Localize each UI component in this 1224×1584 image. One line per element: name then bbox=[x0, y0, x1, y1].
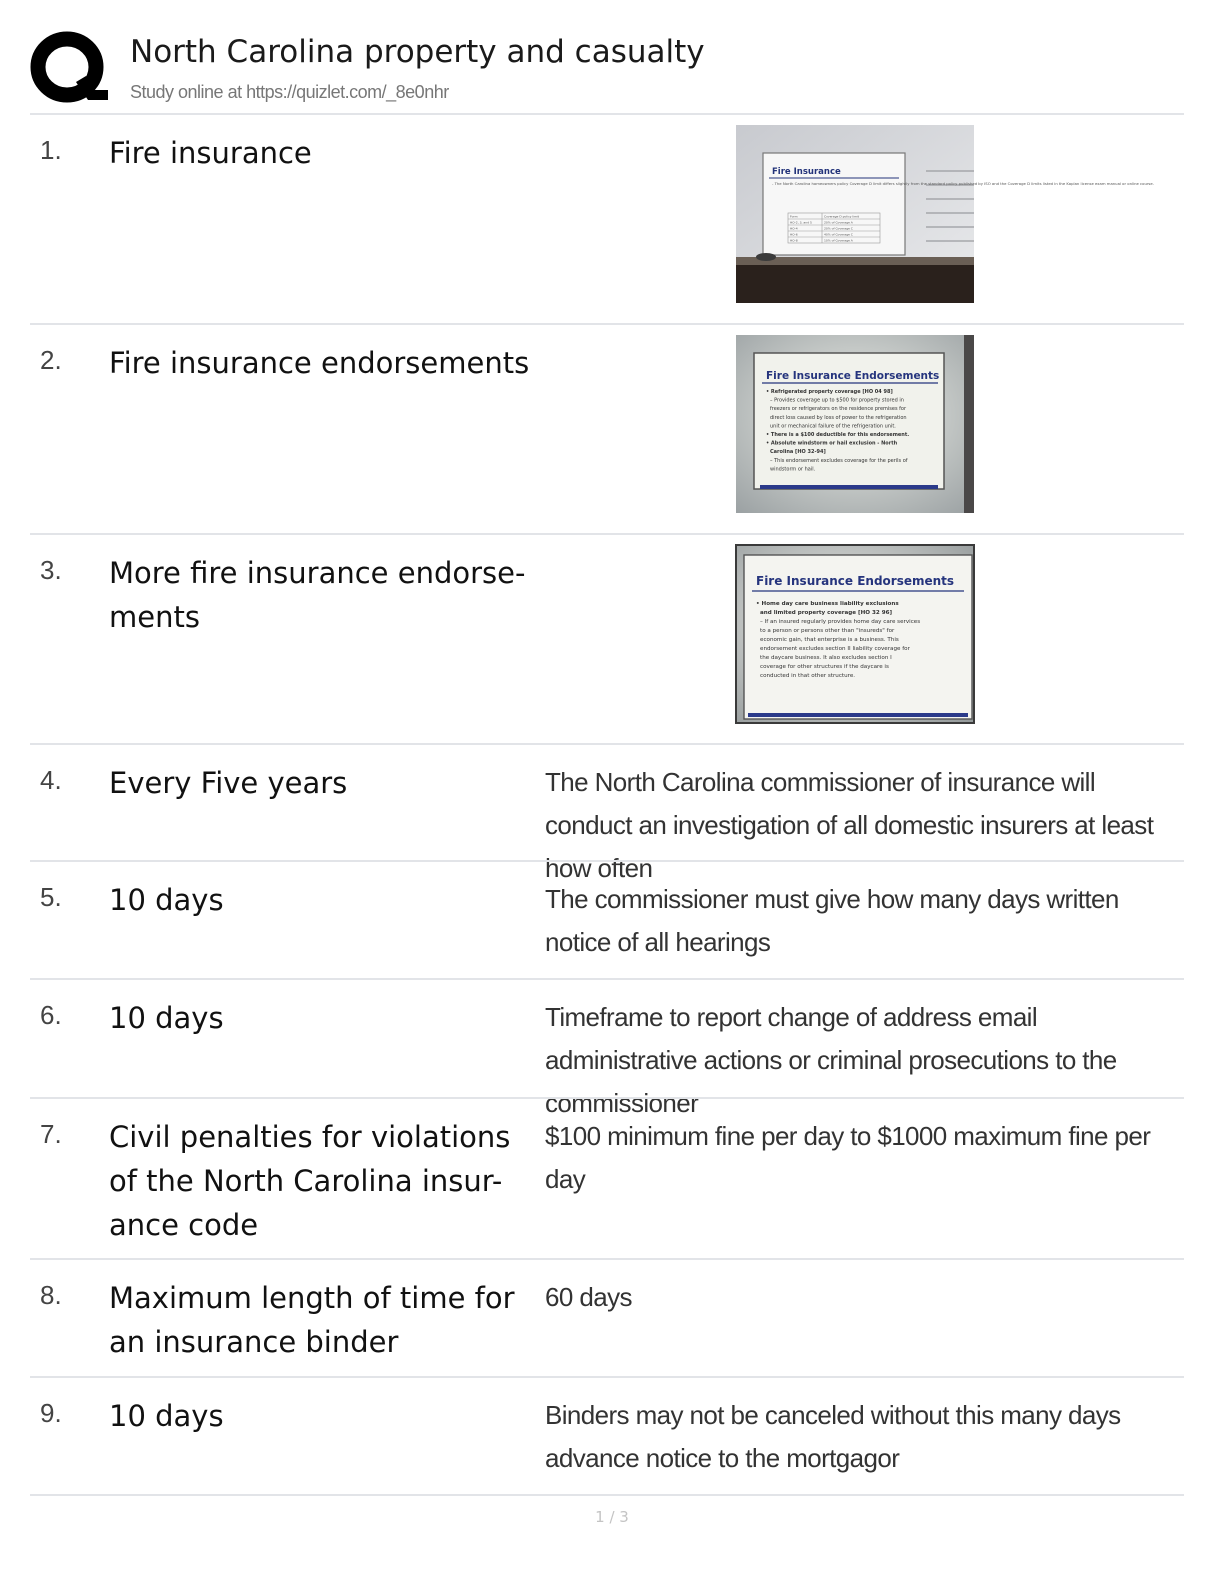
slide-text-line: • Home day care business liability exclusions bbox=[756, 601, 899, 607]
card-definition: The commissioner must give how many days written notice of all hearings bbox=[545, 884, 1119, 957]
slide-text-line: direct loss caused by loss of power to the refrigeration bbox=[770, 414, 907, 421]
slide-table-cell: HO-8 bbox=[790, 238, 798, 243]
slide-photo bbox=[736, 125, 1154, 303]
slide-table-cell: 10% of Coverage A bbox=[824, 238, 853, 243]
card-definition: The North Carolina commissioner of insurance will conduct an investigation of all domestic insurers at least how often bbox=[545, 767, 1154, 883]
card-number: 6. bbox=[40, 1000, 62, 1030]
card-term: Fire insurance endorsements bbox=[109, 346, 530, 380]
slide-text-line: • Refrigerated property coverage [HO 04 98] bbox=[766, 389, 893, 395]
slide-table-cell: 40% of Coverage C bbox=[824, 232, 853, 237]
card-number: 4. bbox=[40, 765, 62, 795]
slide-table-cell: HO-4 bbox=[790, 226, 798, 231]
slide-text-line: – If an insured regularly provides home day care services bbox=[760, 619, 921, 625]
slide-text-line: Carolina [HO 32-94] bbox=[770, 449, 826, 456]
card-term: 10 days bbox=[109, 1399, 224, 1433]
slide-photo bbox=[736, 545, 974, 723]
slide-title: Fire Insurance Endorsements bbox=[756, 574, 955, 588]
slide-text-line: economic gain, that enterprise is a business. This bbox=[760, 637, 899, 643]
flashcard-row bbox=[30, 323, 1184, 533]
card-number: 7. bbox=[40, 1119, 62, 1149]
card-number: 9. bbox=[40, 1398, 62, 1428]
slide-text-line: • There is a $100 deductible for this endorsement. bbox=[766, 432, 910, 438]
card-number: 3. bbox=[40, 555, 62, 585]
slide-text-line: the daycare business. It also excludes section I bbox=[760, 655, 892, 661]
slide-text-line: freezers or refrigerators on the residence premises for bbox=[770, 406, 907, 413]
flashcard-row bbox=[30, 533, 1184, 743]
slide-text-line: endorsement excludes section II liability coverage for bbox=[760, 646, 910, 652]
card-term: Fire insurance bbox=[109, 136, 312, 170]
slide-text-line: windstorm or hail. bbox=[770, 466, 816, 473]
slide-table-cell: Coverage D policy limit bbox=[824, 214, 859, 219]
quizlet-q-logo-icon bbox=[30, 30, 110, 110]
card-number: 5. bbox=[40, 882, 62, 912]
card-term: Every Five years bbox=[109, 766, 348, 800]
slide-table-cell: 20% of Coverage A bbox=[824, 220, 853, 225]
page-number: 1 / 3 bbox=[595, 1508, 629, 1526]
slide-table-cell: HO-6 bbox=[790, 232, 798, 237]
flashcard-row bbox=[30, 860, 1184, 978]
card-number: 2. bbox=[40, 345, 62, 375]
card-definition: Timeframe to report change of address email administrative actions or criminal prosecutions to the commissioner bbox=[545, 1002, 1117, 1118]
study-online-link[interactable]: Study online at https://quizlet.com/_8e0nhr bbox=[130, 82, 449, 102]
slide-text-line: unit or mechanical failure of the refrigeration unit. bbox=[770, 423, 896, 430]
card-term: More fire insurance endorse- ments bbox=[109, 556, 526, 634]
card-definition: 60 days bbox=[545, 1282, 632, 1312]
slide-text-line: – This endorsement excludes coverage for the perils of bbox=[770, 457, 908, 464]
slide-text-line: – Provides coverage up to $500 for property stored in bbox=[770, 397, 904, 404]
slide-text-line: conducted in that other structure. bbox=[760, 673, 856, 679]
card-term: Civil penalties for violations of the North Carolina insur- ance code bbox=[109, 1120, 511, 1242]
flashcard-row bbox=[30, 1376, 1184, 1494]
slide-title: Fire Insurance Endorsements bbox=[766, 370, 940, 382]
document-header bbox=[30, 28, 1190, 114]
slide-table-cell: Form bbox=[790, 214, 798, 219]
card-number: 8. bbox=[40, 1280, 62, 1310]
divider bbox=[30, 1494, 1184, 1496]
card-definition: $100 minimum fine per day to $1000 maximum fine per day bbox=[545, 1121, 1151, 1194]
card-term: 10 days bbox=[109, 883, 224, 917]
slide-text-line: and limited property coverage [HO 32 96] bbox=[760, 610, 893, 616]
slide-photo bbox=[736, 335, 974, 513]
flashcard-row bbox=[30, 743, 1184, 883]
card-term: 10 days bbox=[109, 1001, 224, 1035]
slide-body: - The North Carolina homeowners policy Coverage D limit differs slightly from the standard policy published by ISO and the Coverage D limits listed in the Kaplan license exam manual or online course. bbox=[772, 181, 1154, 186]
slide-title: Fire Insurance bbox=[772, 167, 841, 177]
flashcard-row bbox=[30, 1258, 1184, 1376]
card-number: 1. bbox=[40, 135, 62, 165]
document-title: North Carolina property and casualty bbox=[130, 34, 705, 70]
slide-table-cell: HO-2, 3, and 5 bbox=[790, 220, 812, 225]
slide-text-line: • Absolute windstorm or hail exclusion - North bbox=[766, 440, 898, 447]
slide-text-line: coverage for other structures if the daycare is bbox=[760, 664, 889, 670]
slide-text-line: to a person or persons other than "insureds" for bbox=[760, 628, 895, 634]
slide-table-cell: 20% of Coverage C bbox=[824, 226, 853, 231]
flashcard-row bbox=[30, 1097, 1184, 1258]
card-definition: Binders may not be canceled without this many days advance notice to the mortgagor bbox=[545, 1400, 1121, 1473]
card-term: Maximum length of time for an insurance binder bbox=[109, 1281, 515, 1359]
flashcard-row bbox=[30, 978, 1184, 1118]
flashcard-row bbox=[30, 113, 1184, 323]
